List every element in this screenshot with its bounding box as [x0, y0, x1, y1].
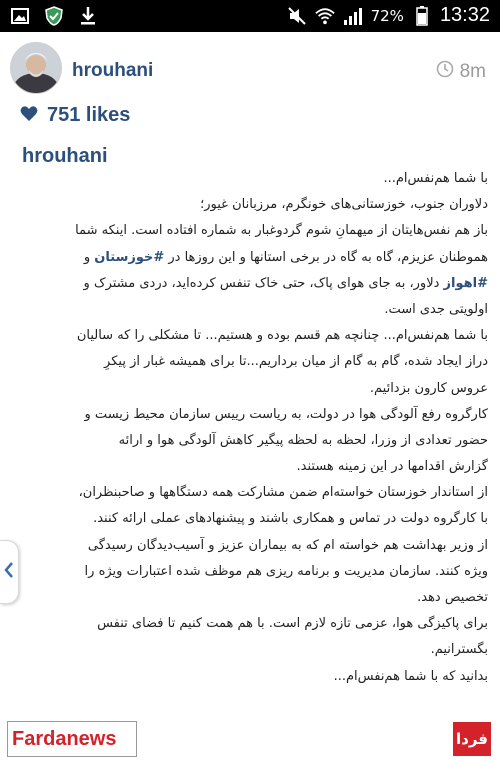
caption-line [12, 454, 488, 480]
watermark-text: Fardanews [12, 727, 117, 750]
fardanews-watermark [7, 721, 137, 757]
caption-line [12, 218, 488, 244]
signal-icon [343, 6, 363, 26]
caption-text-segment: حضور تعدادی از وزرا، لحظه به لحظه پیگیر کاهش آلودگی هوا و ارائه [118, 432, 488, 448]
caption-text-segment: با شما هم‌نفس‌ام... [383, 171, 488, 186]
caption-text-segment: با کارگروه دولت در تماس و همکاری باشند و پیشنهادهای عملی ارائه کنند. [93, 511, 488, 527]
chevron-left-icon [4, 560, 14, 584]
caption-line [12, 611, 488, 637]
caption-text-segment: از استاندار خوزستان خواسته‌ام ضمن مشارکت همه دستگاهها و صاحبنظران، [78, 485, 488, 501]
caption-text-segment: هموطنان عزیزم، گاه به گاه در برخی استانها و این روزها در [164, 249, 488, 265]
caption-line [12, 637, 488, 663]
caption-line [12, 533, 488, 559]
caption-text-segment: کارگروه رفع آلودگی هوا در دولت، به ریاست رییس سازمان محیط زیست و [84, 406, 488, 422]
hashtag-link[interactable]: #خوزستان [94, 249, 165, 265]
caption-line [12, 376, 488, 402]
heart-icon [20, 105, 38, 126]
gallery-icon [10, 6, 30, 26]
clock-time: 13:32 [439, 4, 490, 26]
caption-line [12, 166, 488, 192]
caption-line [12, 402, 488, 428]
caption-line [12, 271, 488, 297]
post-header [0, 38, 500, 108]
caption-text-segment: دلاوران جنوب، خوزستانی‌های خونگرم، مرزبانان غیور؛ [200, 197, 488, 213]
caption-text-segment: بگستر‌انیم. [430, 642, 488, 658]
shield-icon [44, 6, 64, 26]
download-icon [78, 6, 98, 26]
farda-logo: فردا [452, 721, 492, 757]
caption-text-segment: و [83, 249, 95, 265]
caption-text-segment: ویژه کنند. سازمان مدیریت و برنامه ریزی هم موظف شده اعتبارات ویژه را [84, 563, 488, 579]
battery-percent: 72% [370, 6, 404, 25]
caption-line [12, 192, 488, 218]
battery-icon [412, 6, 432, 26]
mute-icon [287, 6, 307, 26]
caption-text-segment: دراز ایجاد شده، گام به گام از میان برداریم...تا برای همیشه غبار از پیکرِ [104, 354, 488, 370]
caption-text-segment: اولویتی جدی است. [384, 301, 488, 317]
post-time [436, 60, 486, 84]
caption-text-segment: برای پاکیزگی هوا، عزمی تازه لازم است. با هم همت کنیم تا فضای تنفس [97, 616, 488, 632]
clock-icon [436, 60, 454, 84]
caption-text-segment: دلاور، به جای هوای پاک، حتی خاک تنفس کرده‌اید، دردی مشترک و [83, 275, 444, 291]
wifi-icon [315, 6, 335, 26]
caption-line [12, 297, 488, 323]
side-tab[interactable] [0, 540, 19, 604]
caption-line [12, 428, 488, 454]
caption-text-segment: تخصیص دهد. [417, 590, 488, 605]
likes-row[interactable] [20, 104, 130, 127]
caption-text-segment: عروس کارون بزدائیم. [369, 380, 488, 396]
caption-line [12, 480, 488, 506]
caption-line [12, 245, 488, 271]
time-ago-label: 8m [459, 61, 486, 82]
likes-count: 751 likes [47, 104, 131, 126]
caption-text-segment: از وزیر بهداشت هم خواسته ام که به بیماران عزیز و آسیب‌دیدگان رسیدگی [87, 537, 488, 553]
caption-line [12, 323, 488, 349]
caption-line [12, 585, 488, 611]
status-bar [0, 0, 500, 32]
caption-text-segment: با شما هم‌نفس‌ام... چنانچه هم قسم بوده و هستیم... تا مشکلی را که سالیان [76, 328, 488, 344]
caption-line [12, 349, 488, 375]
caption-text-segment: گزارش اقدامها در این زمینه هستند. [296, 459, 488, 475]
caption-username[interactable]: hrouhani [22, 145, 108, 167]
caption-line [12, 664, 488, 690]
caption-text-segment: بدانید که با شما هم‌نفس‌ام... [333, 668, 488, 684]
avatar[interactable] [10, 42, 62, 94]
caption-text [12, 166, 488, 726]
post-username[interactable]: hrouhani [72, 60, 154, 81]
caption-line [12, 506, 488, 532]
caption-text-segment: باز هم نفس‌هایتان از میهمانِ شوم گردوغبار به شماره افتاده است. اینکه شما [75, 223, 488, 239]
caption-line [12, 559, 488, 585]
hashtag-link[interactable]: #اهواز [443, 275, 488, 291]
